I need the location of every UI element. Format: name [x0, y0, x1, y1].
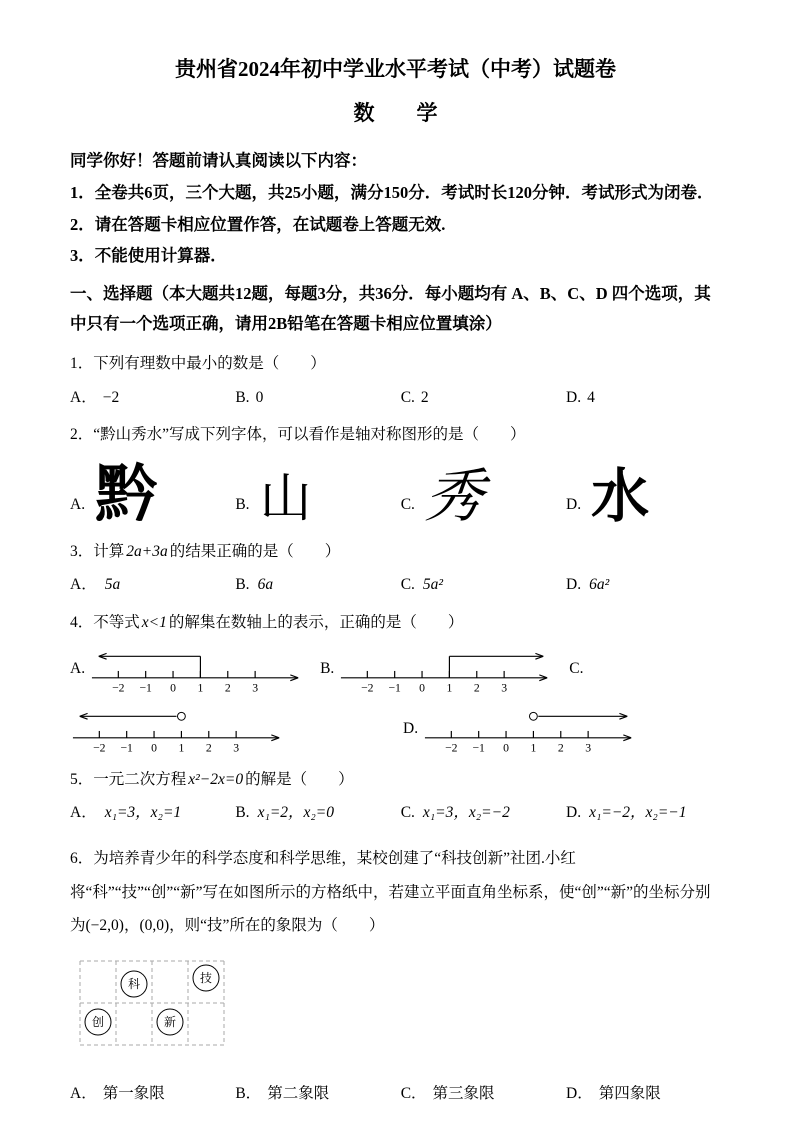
- option-value: 5a: [104, 576, 121, 594]
- option-value: 第一象限: [102, 1085, 165, 1103]
- question-5-options: [70, 801, 721, 824]
- option-label: C.: [400, 804, 415, 822]
- tick-label: 1: [530, 741, 537, 754]
- option-value: 2: [420, 388, 429, 406]
- option-label: A．: [70, 804, 97, 822]
- option-label: A.: [70, 495, 86, 513]
- question-1-text: 1．下列有理数中最小的数是（ ）: [70, 355, 326, 373]
- q6-option-c: [401, 1082, 566, 1105]
- q3-option-b: [235, 573, 400, 596]
- q5-option-c: [401, 801, 566, 824]
- tick-label: −1: [120, 741, 133, 754]
- option-label: D.: [566, 388, 582, 406]
- exam-subject: 数 学: [353, 100, 438, 125]
- tick-label: −2: [93, 741, 106, 754]
- option-value: 第二象限: [267, 1085, 330, 1103]
- option-label: B.: [235, 576, 250, 594]
- q5-suffix: 的解是（ ）: [245, 770, 354, 788]
- tick-label: 2: [557, 741, 564, 754]
- notice-greeting: 同学你好！答题前请认真阅读以下内容：: [70, 151, 367, 170]
- tick-label: 3: [233, 741, 240, 754]
- option-label: D.: [566, 804, 582, 822]
- q4-label-b: B.: [320, 660, 335, 678]
- grid-char-chuang: 创: [91, 1015, 105, 1030]
- tick-label: 0: [419, 681, 426, 694]
- q3-suffix: 的结果正确的是（ ）: [169, 543, 341, 561]
- grid-char-ke: 科: [127, 977, 141, 992]
- tick-label: 1: [178, 741, 185, 754]
- tick-label: −1: [139, 681, 152, 694]
- q3-option-c: [401, 573, 566, 596]
- option-label: D.: [566, 576, 582, 594]
- q6-option-a: [70, 1082, 235, 1105]
- tick-label: −1: [388, 681, 402, 694]
- option-label: B.: [235, 388, 250, 406]
- q6-option-d: [566, 1082, 661, 1105]
- q4-label-a: A.: [70, 660, 86, 678]
- option-label: A．: [70, 1085, 97, 1103]
- q5-option-b: [235, 801, 400, 824]
- q2-option-d: [566, 464, 650, 530]
- number-line-option-b: [338, 644, 553, 694]
- tick-label: 3: [585, 741, 592, 754]
- q1-option-b: [235, 386, 400, 409]
- q2-option-a: [70, 460, 235, 530]
- calligraphy-char-xiu: 秀: [421, 464, 487, 530]
- grid-char-xin: 新: [163, 1015, 177, 1030]
- tick-label: 2: [224, 681, 231, 694]
- option-label: A．: [70, 576, 97, 594]
- tick-label: 0: [503, 741, 510, 754]
- option-label: D．: [566, 1085, 593, 1103]
- q3-prefix: 3．计算: [70, 543, 125, 561]
- option-value: x₁=3，x₂=−2: [422, 804, 510, 822]
- option-value: x₁=3，x₂=1: [104, 804, 182, 822]
- question-4-text: [70, 611, 721, 634]
- option-label: C．: [400, 1085, 427, 1103]
- number-line-option-d: [422, 704, 637, 754]
- question-6-options: [70, 1082, 721, 1105]
- tick-label: −2: [445, 741, 458, 754]
- option-label: C.: [400, 495, 415, 513]
- q5-prefix: 5．一元二次方程: [70, 770, 187, 788]
- q5-option-a: [70, 801, 235, 824]
- notice-item-2: 2．请在答题卡相应位置作答，在试题卷上答题无效.: [70, 214, 446, 234]
- grid-paper: [76, 958, 228, 1048]
- q4-label-d: D.: [403, 720, 419, 738]
- calligraphy-char-shui: 水: [591, 464, 650, 530]
- question-2-options: [70, 452, 721, 530]
- calligraphy-char-shan: 山: [259, 471, 312, 529]
- option-label: D.: [566, 495, 582, 513]
- q6-option-b: [235, 1082, 400, 1105]
- tick-label: 0: [170, 681, 177, 694]
- question-2-text: 2．“黔山秀水”写成下列字体，可以看作是轴对称图形的是（ ）: [70, 425, 526, 443]
- q3-formula: 2a+3a: [126, 543, 168, 561]
- option-value: x₁=2，x₂=0: [257, 804, 335, 822]
- q4-label-c: C.: [569, 660, 584, 678]
- question-3-options: [70, 573, 721, 596]
- q4-formula: x<1: [141, 613, 167, 631]
- open-endpoint: [178, 712, 186, 720]
- tick-label: 3: [252, 681, 259, 694]
- option-label: B．: [235, 1085, 262, 1103]
- tick-label: −1: [472, 741, 485, 754]
- option-label: B.: [235, 495, 250, 513]
- open-endpoint: [530, 712, 538, 720]
- grid-char-ji: 技: [199, 971, 213, 986]
- notice-item-3: 3．不能使用计算器．: [70, 246, 227, 266]
- q4-numberline-row-1: [70, 644, 721, 694]
- option-label: C.: [400, 388, 415, 406]
- number-line-option-a: [89, 644, 304, 694]
- option-label: B.: [235, 804, 250, 822]
- option-value: 4: [587, 388, 595, 406]
- tick-label: 3: [501, 681, 508, 694]
- option-value: 5a²: [422, 576, 444, 594]
- tick-label: 2: [474, 681, 480, 694]
- option-value: x₁=−2，x₂=−1: [589, 804, 687, 822]
- option-value: 0: [255, 388, 264, 406]
- option-value: 第三象限: [432, 1085, 495, 1103]
- q5-formula: x²−2x=0: [188, 770, 244, 788]
- calligraphy-char-qian: 黔: [95, 460, 158, 530]
- tick-label: 2: [205, 741, 212, 754]
- q4-prefix: 4．不等式: [70, 613, 140, 631]
- option-value: −2: [102, 388, 120, 406]
- q4-numberline-row-2: [70, 704, 721, 754]
- section-heading: 一、选择题（本大题共12题，每题3分，共36分．每小题均有 A、B、C、D 四个选项，其中只有一个选项正确，请用2B铅笔在答题卡相应位置填涂）: [70, 284, 711, 333]
- q3-option-a: [70, 573, 235, 596]
- q1-option-d: [566, 386, 595, 409]
- option-value: 第四象限: [598, 1085, 661, 1103]
- tick-label: −2: [112, 681, 125, 694]
- question-5-text: [70, 768, 721, 791]
- tick-label: 1: [446, 681, 453, 694]
- option-value: 6a²: [589, 576, 610, 594]
- question-1-options: [70, 386, 721, 409]
- option-label: C.: [400, 576, 415, 594]
- q6-grid-figure: [76, 958, 721, 1056]
- q1-option-a: [70, 386, 235, 409]
- question-6-text: 6．为培养青少年的科学态度和科学思维，某校创建了“科技创新”社团.小红将“科”“技”“创”“新”写在如图所示的方格纸中，若建立平面直角坐标系，使“创”“新”的坐标分别为(−2,0)，(0,0)，则“技”所在的象限为（ ）: [70, 850, 711, 934]
- q4-suffix: 的解集在数轴上的表示，正确的是（ ）: [168, 613, 464, 631]
- exam-title: 贵州省2024年初中学业水平考试（中考）试题卷: [175, 57, 616, 81]
- q2-option-b: [235, 471, 400, 529]
- option-value: 6a: [257, 576, 274, 594]
- q5-option-d: [566, 801, 688, 824]
- q3-option-d: [566, 573, 611, 596]
- q1-option-c: [401, 386, 566, 409]
- notice-item-1: 1．全卷共6页，三个大题，共25小题，满分150分．考试时长120分钟．考试形式为闭卷．: [70, 182, 714, 202]
- tick-label: 1: [197, 681, 204, 694]
- tick-label: 0: [151, 741, 157, 754]
- question-3-text: [70, 540, 721, 563]
- tick-label: −2: [361, 681, 374, 694]
- number-line-option-c: [70, 704, 285, 754]
- option-label: A．: [70, 388, 97, 406]
- q2-option-c: [400, 464, 566, 530]
